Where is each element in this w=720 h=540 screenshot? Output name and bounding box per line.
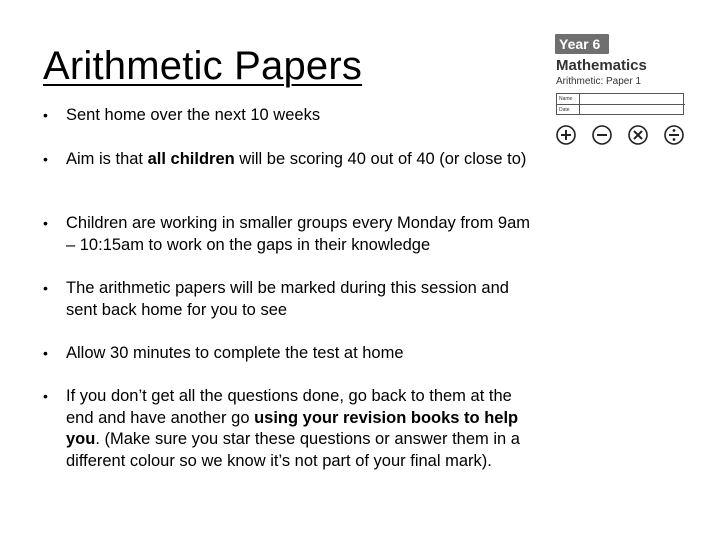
divide-circle-icon (665, 126, 683, 144)
bullet-text (66, 149, 543, 171)
bullet-item (43, 343, 543, 365)
bullet-text (66, 386, 543, 472)
bullet-text-segment: If you don’t get all the questions done, go back to them at the end and have another go (66, 387, 512, 427)
bullet-item (43, 149, 543, 171)
bullet-item (43, 105, 543, 127)
bullet-text (66, 105, 543, 127)
bullet-item (43, 386, 543, 472)
form-row-name: Name (559, 96, 573, 102)
bullet-text-segment: Allow 30 minutes to complete the test at home (66, 344, 404, 362)
year-badge: Year 6 (555, 34, 609, 54)
bullet-text (66, 278, 543, 321)
paper-cover-thumbnail (552, 30, 692, 155)
bullet-marker: • (43, 388, 48, 404)
subject-title: Mathematics (556, 57, 647, 74)
bullet-text-emphasis: all children (147, 150, 235, 168)
bullet-text (66, 343, 543, 365)
bullet-marker: • (43, 107, 48, 123)
bullet-text-emphasis: using your revision books to help you (66, 408, 519, 448)
bullet-item (43, 278, 543, 321)
bullet-marker: • (43, 215, 48, 231)
times-circle-icon (629, 126, 647, 144)
slide-title: Arithmetic Papers (43, 44, 363, 88)
name-date-form (556, 93, 684, 115)
bullet-marker: • (43, 280, 48, 296)
bullet-text-segment: The arithmetic papers will be marked during this session and sent back home for you to see (66, 279, 509, 319)
bullet-item (43, 213, 543, 256)
form-row-date: Date (557, 104, 685, 115)
paper-subtitle: Arithmetic: Paper 1 (556, 76, 642, 87)
operation-symbols (556, 123, 692, 147)
plus-circle-icon (557, 126, 575, 144)
bullet-text-segment: Aim is that (66, 150, 148, 168)
bullet-marker: • (43, 345, 48, 361)
bullet-marker: • (43, 151, 48, 167)
bullet-text-segment: . (Make sure you star these questions or answer them in a different colour so we know it’s not part of your final mark). (66, 430, 520, 470)
bullet-text-segment: Children are working in smaller groups every Monday from 9am – 10:15am to work on the gaps in their knowledge (66, 214, 531, 254)
minus-circle-icon (593, 126, 611, 144)
bullet-text-segment: Sent home over the next 10 weeks (66, 106, 321, 124)
form-divider (579, 94, 580, 114)
bullet-text-segment: will be scoring 40 out of 40 (or close to) (234, 150, 527, 168)
bullet-text (66, 213, 543, 256)
